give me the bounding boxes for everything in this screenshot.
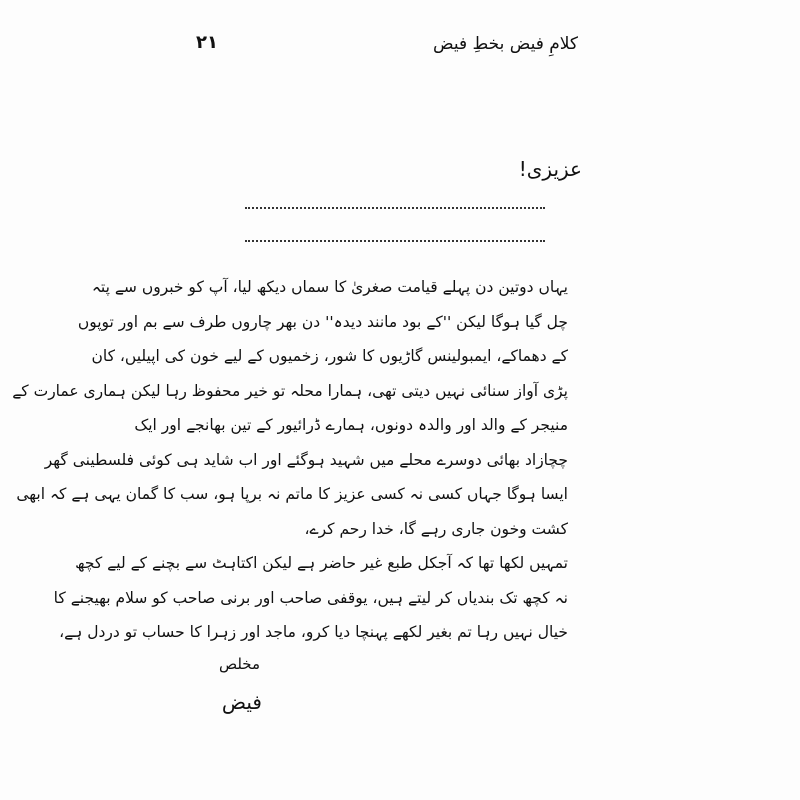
body-line: ایسا ہوگا جہاں کسی نہ کسی عزیز کا ماتم نہ برپا ہو، سب کا گمان یہی ہے کہ ابھی	[16, 485, 568, 503]
body-line: خیال نہیں رہا تم بغیر لکھے پہنچا دیا کرو، ماجد اور زہرا کا حساب تو دردل ہے،	[59, 623, 568, 641]
body-line: نہ کچھ تک بندیاں کر لیتے ہیں، یوقفی صاحب اور برنی صاحب کو سلام بھیجنے کا	[53, 588, 568, 607]
body-line: تمہیں لکھا تھا کہ آجکل طبع غیر حاضر ہے لیکن اکتاہٹ سے بچنے کے لیے کچھ	[75, 554, 568, 572]
body-line: کشت وخون جاری رہے گا، خدا رحم کرے،	[304, 519, 568, 538]
letter-closing: مخلص	[218, 655, 260, 673]
body-line: یہاں دوتین دن پہلے قیامت صغریٰ کا سماں دیکھ لیا، آپ کو خبروں سے پتہ	[91, 278, 568, 296]
page-number: ۲۱	[196, 32, 218, 53]
running-header-title: کلامِ فیض بخطِ فیض	[433, 34, 578, 54]
letter-salutation: عزیزی!	[518, 157, 582, 181]
body-line: کے دھماکے، ایمبولینس گاڑیوں کا شور، زخمیوں کے لیے خون کی اپیلیں، کان	[91, 347, 568, 365]
body-line: چل گیا ہوگا لیکن ''کے بود مانند دیدہ'' دن بھر چاروں طرف سے بم اور توپوں	[77, 312, 568, 331]
body-line: منیجر کے والد اور والدہ دونوں، ہمارے ڈرائیور کے تین بھانجے اور ایک	[134, 416, 568, 434]
body-line: پڑی آواز سنائی نہیں دیتی تھی، ہمارا محلہ تو خیر محفوظ رہا لیکن ہماری عمارت کے	[12, 381, 568, 400]
dotted-omission-line-1	[245, 207, 545, 209]
body-line: چچازاد بھائی دوسرے محلے میں شہید ہوگئے اور اب شاید ہی کوئی فلسطینی گھر	[44, 450, 568, 469]
letter-signature: فیض	[221, 690, 262, 714]
dotted-omission-line-2	[245, 240, 545, 242]
letter-body	[12, 270, 568, 650]
